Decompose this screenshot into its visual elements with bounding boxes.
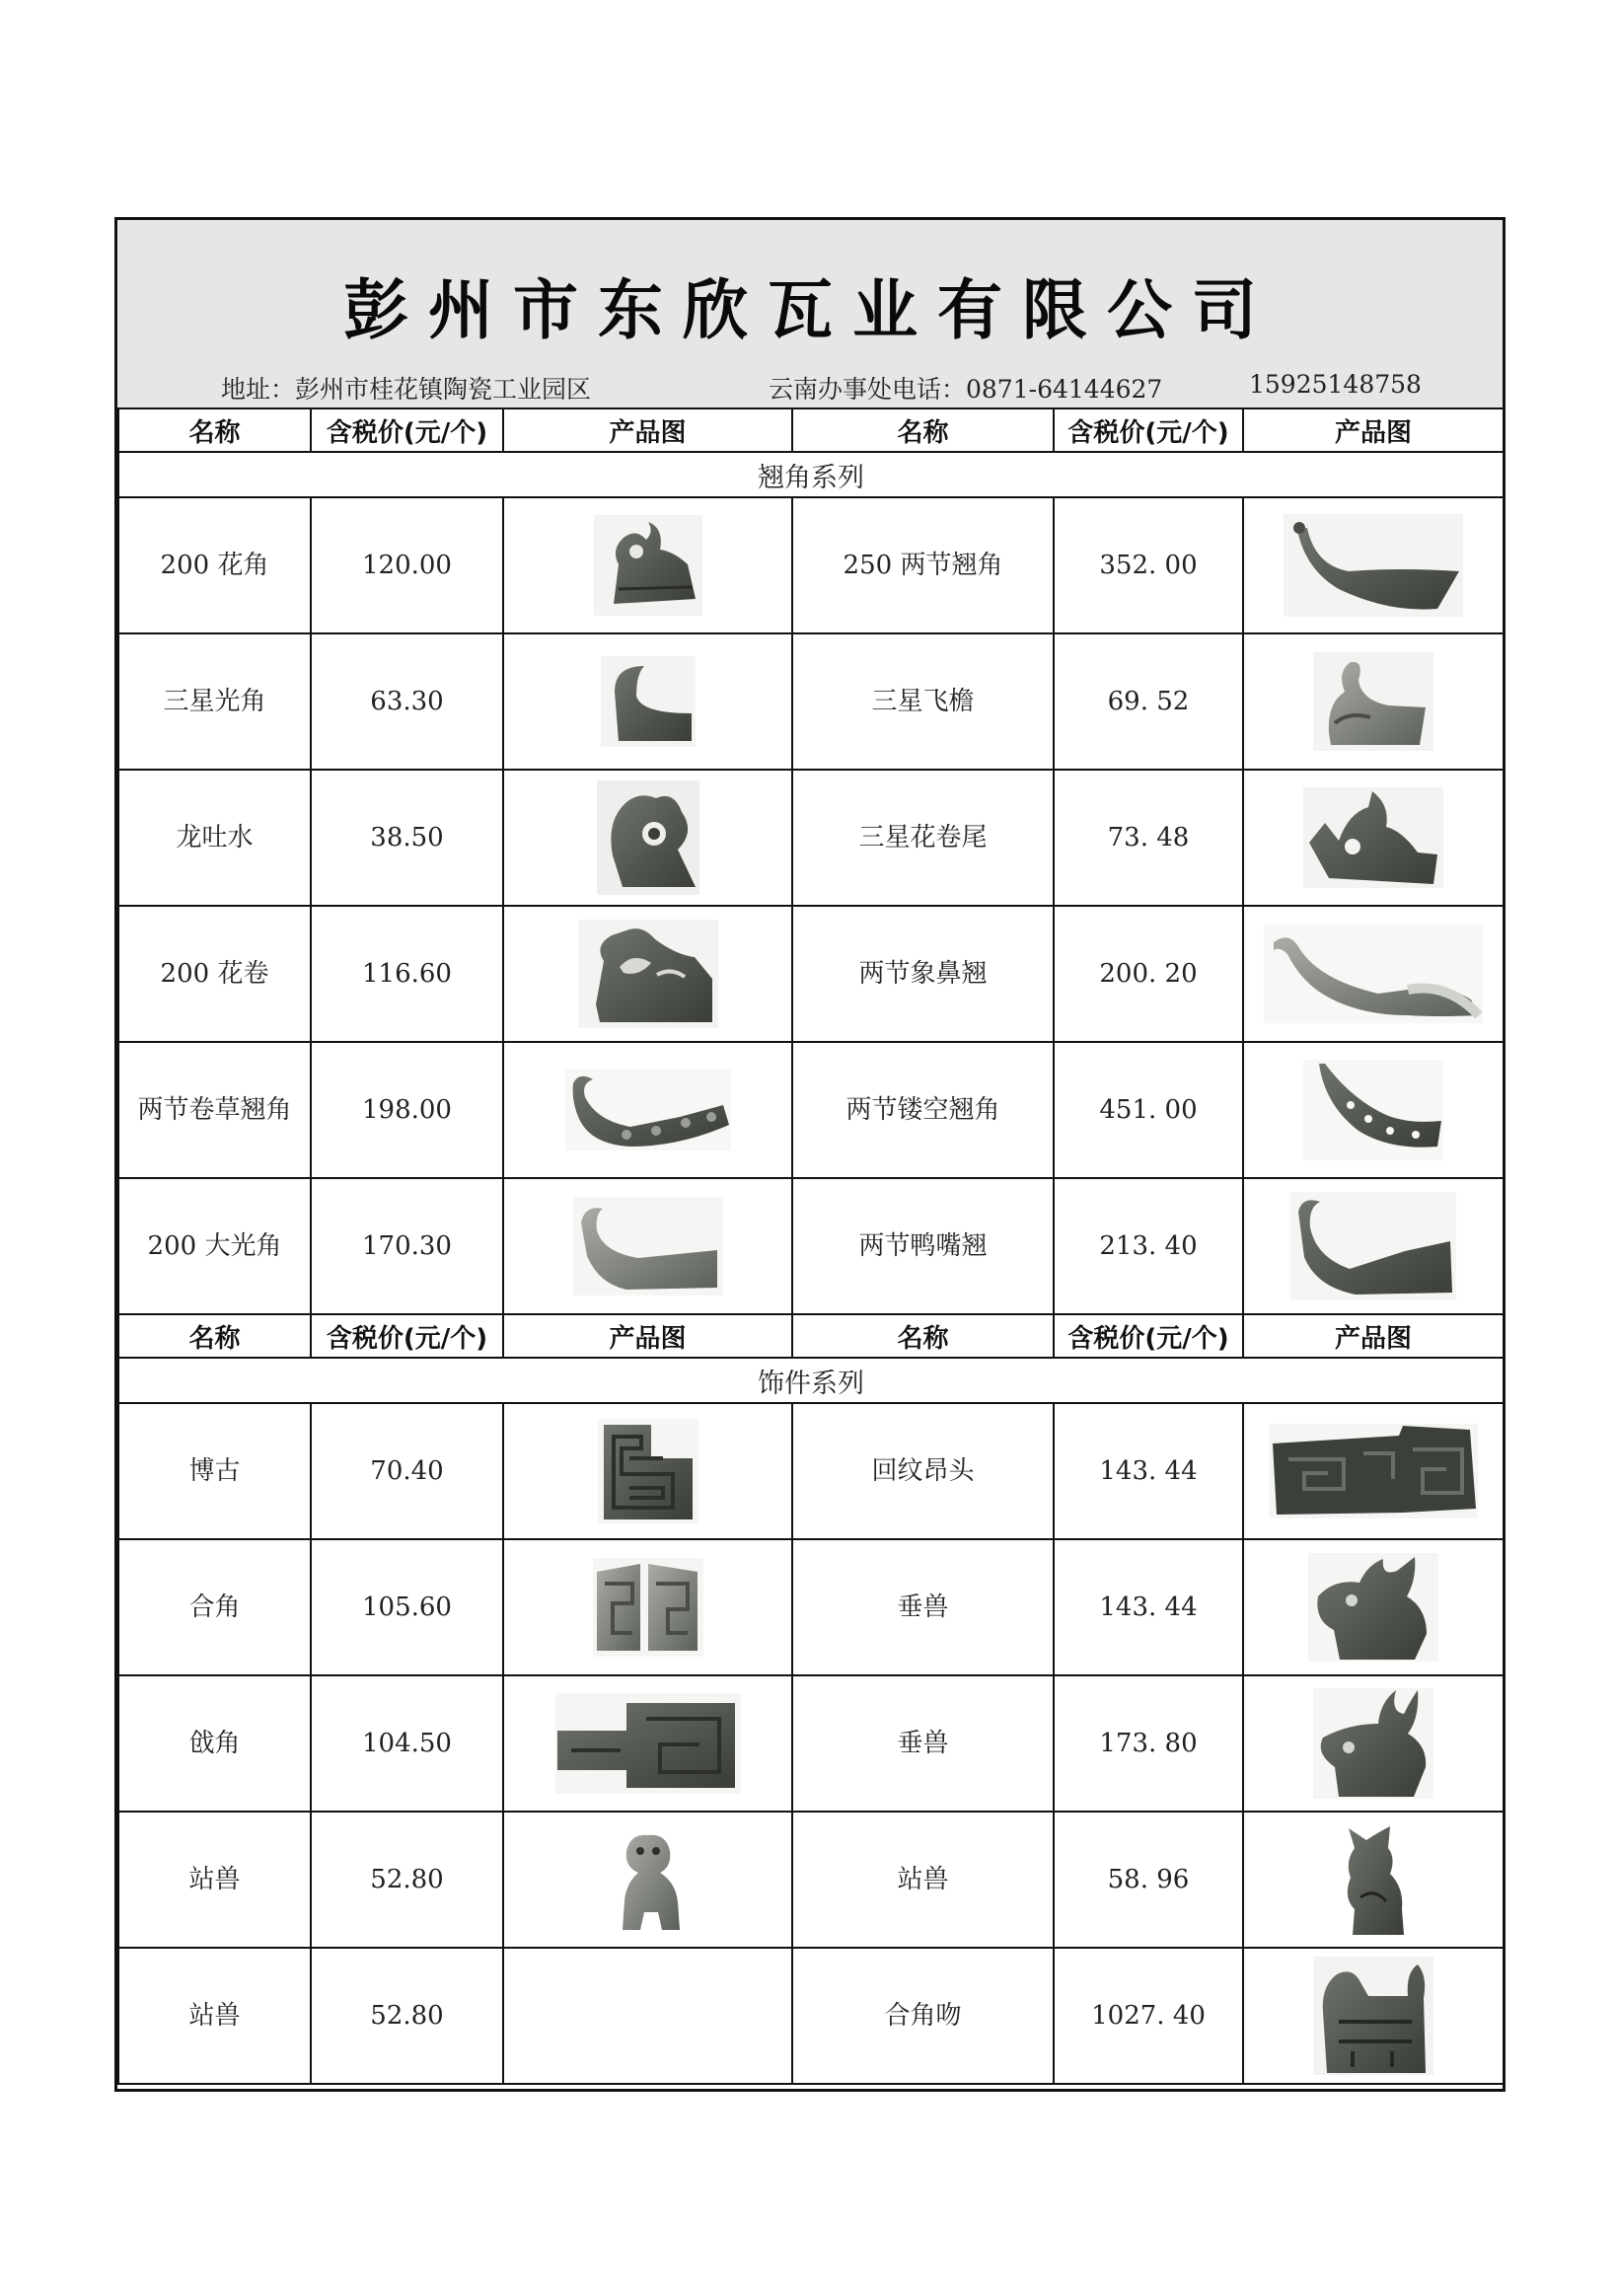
beast-head-horned-icon — [1309, 1684, 1437, 1803]
product-image-cell — [503, 1042, 792, 1178]
price-sheet — [114, 217, 1506, 2092]
curled-eave-icon — [597, 652, 699, 751]
product-price: 52.80 — [311, 1812, 503, 1948]
dragon-spout-icon — [593, 777, 703, 899]
product-name: 两节象鼻翘 — [792, 906, 1054, 1042]
product-image-cell — [503, 633, 792, 770]
product-name: 站兽 — [118, 1948, 311, 2084]
product-price: 1027. 40 — [1054, 1948, 1243, 2084]
table-row — [118, 633, 1504, 770]
column-header-price: 含税价(元/个) — [311, 408, 503, 452]
section-title: 饰件系列 — [118, 1358, 1504, 1403]
product-price: 200. 20 — [1054, 906, 1243, 1042]
table-row — [118, 1539, 1504, 1675]
product-image-cell — [1243, 1178, 1504, 1314]
scroll-grass-eave-icon — [561, 1066, 735, 1154]
product-name: 合角吻 — [792, 1948, 1054, 2084]
product-price: 198.00 — [311, 1042, 503, 1178]
column-header-image: 产品图 — [1243, 408, 1504, 452]
table-row — [118, 1403, 1504, 1539]
dragon-ornament-icon — [589, 510, 707, 621]
product-name: 垂兽 — [792, 1539, 1054, 1675]
product-name: 龙吐水 — [118, 770, 311, 906]
table-row — [118, 1675, 1504, 1812]
table-row — [118, 770, 1504, 906]
column-header-image: 产品图 — [1243, 1314, 1504, 1358]
flying-eave-icon — [1309, 648, 1437, 755]
plain-eave-icon — [569, 1193, 727, 1299]
fret-beam-icon — [1265, 1420, 1482, 1522]
section-title-row — [118, 452, 1504, 497]
product-name: 三星花卷尾 — [792, 770, 1054, 906]
product-price: 104.50 — [311, 1675, 503, 1812]
column-header-image: 产品图 — [503, 1314, 792, 1358]
product-price: 352. 00 — [1054, 497, 1243, 633]
product-name: 250 两节翘角 — [792, 497, 1054, 633]
table-row — [118, 497, 1504, 633]
product-price: 38.50 — [311, 770, 503, 906]
flower-scroll-icon — [574, 916, 722, 1032]
column-header-name: 名称 — [118, 1314, 311, 1358]
product-price: 73. 48 — [1054, 770, 1243, 906]
flower-tail-icon — [1299, 783, 1447, 892]
product-image-cell — [1243, 906, 1504, 1042]
product-price: 70.40 — [311, 1403, 503, 1539]
column-header-name: 名称 — [792, 408, 1054, 452]
column-header-price: 含税价(元/个) — [311, 1314, 503, 1358]
product-name: 三星光角 — [118, 633, 311, 770]
product-name: 两节镂空翘角 — [792, 1042, 1054, 1178]
column-header-price: 含税价(元/个) — [1054, 1314, 1243, 1358]
ridge-ornament-icon — [1309, 1953, 1437, 2079]
fret-block-icon — [594, 1415, 702, 1527]
standing-beast-icon — [601, 1821, 696, 1938]
product-image-cell — [1243, 1539, 1504, 1675]
upturned-eave-icon — [1280, 510, 1467, 621]
company-name: 彭州市东欣瓦业有限公司 — [343, 272, 1277, 348]
table-row — [118, 1812, 1504, 1948]
product-price: 213. 40 — [1054, 1178, 1243, 1314]
product-price: 63.30 — [311, 633, 503, 770]
elephant-trunk-eave-icon — [1260, 921, 1487, 1027]
column-header-image: 产品图 — [503, 408, 792, 452]
product-name: 200 大光角 — [118, 1178, 311, 1314]
product-price: 143. 44 — [1054, 1403, 1243, 1539]
header-banner — [117, 220, 1503, 409]
product-image-cell — [503, 906, 792, 1042]
product-image-cell — [503, 770, 792, 906]
product-image-cell — [503, 1403, 792, 1539]
column-header-name: 名称 — [792, 1314, 1054, 1358]
table-row — [118, 906, 1504, 1042]
product-name: 回纹昂头 — [792, 1403, 1054, 1539]
product-image-cell — [503, 1948, 792, 2084]
product-image-cell — [503, 1812, 792, 1948]
product-image-cell — [1243, 1675, 1504, 1812]
product-image-cell — [1243, 770, 1504, 906]
column-header-price: 含税价(元/个) — [1054, 408, 1243, 452]
section-title: 翘角系列 — [118, 452, 1504, 497]
product-image-cell — [1243, 633, 1504, 770]
corner-block-icon — [589, 1554, 707, 1661]
product-price: 170.30 — [311, 1178, 503, 1314]
product-image-cell — [1243, 1812, 1504, 1948]
product-price: 120.00 — [311, 497, 503, 633]
product-image-cell — [1243, 497, 1504, 633]
product-image-cell — [1243, 1042, 1504, 1178]
product-image-cell — [503, 1539, 792, 1675]
product-name: 200 花卷 — [118, 906, 311, 1042]
ridge-end-icon — [551, 1689, 745, 1798]
product-price: 143. 44 — [1054, 1539, 1243, 1675]
product-price: 105.60 — [311, 1539, 503, 1675]
product-price: 173. 80 — [1054, 1675, 1243, 1812]
product-image-cell — [1243, 1403, 1504, 1539]
product-name: 200 花角 — [118, 497, 311, 633]
phone: 云南办事处电话：0871-64144627 — [769, 375, 1163, 404]
beast-head-icon — [1304, 1549, 1442, 1666]
duck-bill-eave-icon — [1286, 1188, 1460, 1304]
product-image-cell — [503, 1675, 792, 1812]
product-name: 三星飞檐 — [792, 633, 1054, 770]
address: 地址：彭州市桂花镇陶瓷工业园区 — [221, 375, 592, 404]
product-image-cell — [1243, 1948, 1504, 2084]
table-row — [118, 1948, 1504, 2084]
product-price: 116.60 — [311, 906, 503, 1042]
section-title-row — [118, 1358, 1504, 1403]
product-price: 52.80 — [311, 1948, 503, 2084]
product-price: 69. 52 — [1054, 633, 1243, 770]
price-table — [117, 407, 1505, 2085]
product-name: 垂兽 — [792, 1675, 1054, 1812]
product-name: 博古 — [118, 1403, 311, 1539]
column-header-row — [118, 408, 1504, 452]
standing-beast-dark-icon — [1331, 1818, 1416, 1941]
product-name: 合角 — [118, 1539, 311, 1675]
table-row — [118, 1178, 1504, 1314]
table-row — [118, 1042, 1504, 1178]
hollow-eave-icon — [1299, 1056, 1447, 1164]
product-name: 站兽 — [792, 1812, 1054, 1948]
product-name: 戗角 — [118, 1675, 311, 1812]
product-image-cell — [503, 497, 792, 633]
product-price: 451. 00 — [1054, 1042, 1243, 1178]
product-image-cell — [503, 1178, 792, 1314]
product-price: 58. 96 — [1054, 1812, 1243, 1948]
column-header-row — [118, 1314, 1504, 1358]
product-name: 两节鸭嘴翘 — [792, 1178, 1054, 1314]
column-header-name: 名称 — [118, 408, 311, 452]
mobile: 15925148758 — [1249, 370, 1422, 399]
product-name: 两节卷草翘角 — [118, 1042, 311, 1178]
product-name: 站兽 — [118, 1812, 311, 1948]
